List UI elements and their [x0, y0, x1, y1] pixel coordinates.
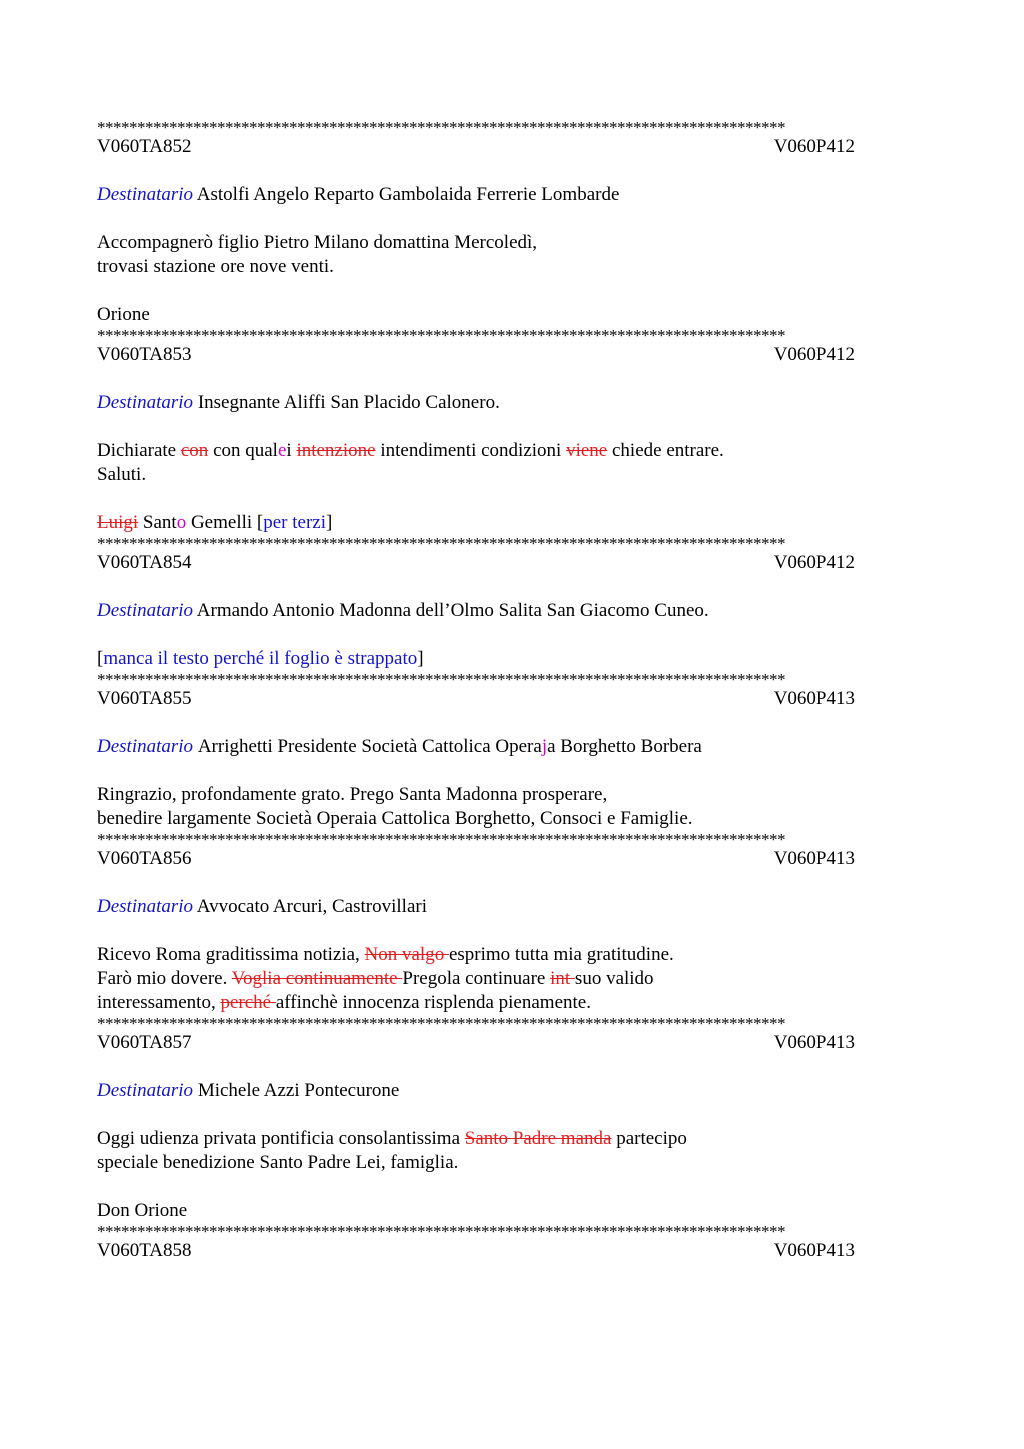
text-run: speciale benedizione Santo Padre Lei, famiglia. [97, 1152, 459, 1173]
spacer [97, 1175, 937, 1199]
deleted-text: viene [566, 440, 608, 461]
spacer [97, 159, 937, 183]
text-run: chiede entrare. [607, 440, 724, 461]
entry-page: V060P413 [773, 1240, 855, 1261]
entry-page: V060P413 [773, 848, 855, 869]
deleted-text: Voglia continuamente [231, 968, 403, 989]
inserted-text: j [541, 736, 548, 757]
entry-page: V060P412 [773, 136, 855, 157]
text-run: Ricevo Roma graditissima notizia, [97, 944, 365, 965]
recipient-label: Destinatario [97, 736, 194, 757]
text-run: interessamento, [97, 992, 221, 1013]
spacer [97, 871, 937, 895]
text-run: ] [326, 512, 333, 533]
body-line [97, 231, 937, 255]
recipient-name: Avvocato Arcuri, Castrovillari [196, 896, 427, 917]
document-page [97, 119, 937, 1263]
recipient-line [97, 391, 937, 415]
entry-id: V060TA855 [97, 688, 192, 709]
text-run: suo valido [574, 968, 654, 989]
entry-header [97, 1239, 855, 1263]
text-run: Saluti. [97, 464, 147, 485]
entry-id: V060TA858 [97, 1240, 192, 1261]
separator-line: ************************************************************************************** [97, 327, 785, 343]
deleted-text: Luigi [97, 512, 139, 533]
entry-id: V060TA857 [97, 1032, 192, 1053]
body-line [97, 943, 937, 967]
recipient-label: Destinatario [97, 392, 194, 413]
entry-id: V060TA856 [97, 848, 192, 869]
text-run: Farò mio dovere. [97, 968, 232, 989]
spacer [97, 415, 937, 439]
recipient-label: Destinatario [97, 184, 194, 205]
inserted-text: o [176, 512, 187, 533]
editor-note: per terzi [263, 512, 326, 533]
text-run: trovasi stazione ore nove venti. [97, 256, 334, 277]
separator-line: ************************************************************************************** [97, 1223, 785, 1239]
recipient-line [97, 1079, 937, 1103]
deleted-text: perché [220, 992, 276, 1013]
spacer [97, 279, 937, 303]
separator-line: ************************************************************************************** [97, 831, 785, 847]
body-line [97, 1127, 937, 1151]
spacer [97, 1103, 937, 1127]
signature [97, 511, 937, 535]
text-run: [ [97, 648, 104, 669]
separator-line: ************************************************************************************** [97, 535, 785, 551]
text-run: Dichiarate [97, 440, 181, 461]
entry-header [97, 1031, 855, 1055]
body-line [97, 967, 937, 991]
text-run: Orione [97, 304, 150, 325]
entry-page: V060P412 [773, 344, 855, 365]
separator-line: ************************************************************************************** [97, 119, 785, 135]
body-line [97, 647, 937, 671]
separator-line: ************************************************************************************** [97, 1015, 785, 1031]
recipient-name: Astolfi Angelo Reparto Gambolaida Ferrerie Lombarde [196, 184, 620, 205]
text-run: intendimenti condizioni [375, 440, 567, 461]
entry-id: V060TA854 [97, 552, 192, 573]
entry-page: V060P412 [773, 552, 855, 573]
text-run: Don Orione [97, 1200, 188, 1221]
spacer [97, 1055, 937, 1079]
deleted-text: int [550, 968, 575, 989]
text-run: i [286, 440, 297, 461]
recipient-name [198, 736, 702, 757]
entry-header [97, 551, 855, 575]
entry-id: V060TA852 [97, 136, 192, 157]
spacer [97, 711, 937, 735]
text-run: esprimo tutta mia gratitudine. [448, 944, 674, 965]
spacer [97, 919, 937, 943]
inserted-text: e [277, 440, 287, 461]
text-run: Gemelli [ [186, 512, 264, 533]
text-run: Ringrazio, profondamente grato. Prego Santa Madonna prosperare, [97, 784, 608, 805]
text-run: Oggi udienza privata pontificia consolantissima [97, 1128, 465, 1149]
recipient-name: Insegnante Aliffi San Placido Calonero. [197, 392, 500, 413]
body-line [97, 255, 937, 279]
entry-header [97, 847, 855, 871]
text-run: Arrighetti Presidente Società Cattolica Opera [197, 736, 542, 757]
spacer [97, 367, 937, 391]
deleted-text: Non valgo [364, 944, 449, 965]
body-line [97, 783, 937, 807]
entry-header [97, 135, 855, 159]
body-line [97, 439, 937, 463]
separator-line: ************************************************************************************** [97, 671, 785, 687]
text-run: con qual [208, 440, 278, 461]
text-run: ] [417, 648, 424, 669]
entry-header [97, 687, 855, 711]
signature [97, 1199, 937, 1223]
deleted-text: intenzione [296, 440, 376, 461]
body-line [97, 1151, 937, 1175]
spacer [97, 623, 937, 647]
editor-note: manca il testo perché il foglio è strappato [103, 648, 418, 669]
recipient-name: Armando Antonio Madonna dell’Olmo Salita San Giacomo Cuneo. [196, 600, 709, 621]
text-run: Accompagnerò figlio Pietro Milano domattina Mercoledì, [97, 232, 538, 253]
spacer [97, 759, 937, 783]
spacer [97, 575, 937, 599]
recipient-label: Destinatario [97, 896, 194, 917]
body-line [97, 807, 937, 831]
signature [97, 303, 937, 327]
entry-page: V060P413 [773, 1032, 855, 1053]
body-line [97, 991, 937, 1015]
recipient-line [97, 735, 937, 759]
recipient-line [97, 599, 937, 623]
recipient-name: Michele Azzi Pontecurone [197, 1080, 400, 1101]
recipient-label: Destinatario [97, 1080, 194, 1101]
text-run: a Borghetto Borbera [547, 736, 702, 757]
entry-page: V060P413 [773, 688, 855, 709]
spacer [97, 487, 937, 511]
text-run: Pregola continuare [402, 968, 551, 989]
spacer [97, 207, 937, 231]
entry-id: V060TA853 [97, 344, 192, 365]
text-run: affinchè innocenza risplenda pienamente. [275, 992, 591, 1013]
text-run: Sant [138, 512, 177, 533]
deleted-text: Santo Padre manda [464, 1128, 612, 1149]
body-line [97, 463, 937, 487]
recipient-label: Destinatario [97, 600, 194, 621]
text-run: benedire largamente Società Operaia Cattolica Borghetto, Consoci e Famiglie. [97, 808, 693, 829]
recipient-line [97, 895, 937, 919]
entry-header [97, 343, 855, 367]
deleted-text: con [180, 440, 209, 461]
recipient-line [97, 183, 937, 207]
text-run: partecipo [611, 1128, 687, 1149]
